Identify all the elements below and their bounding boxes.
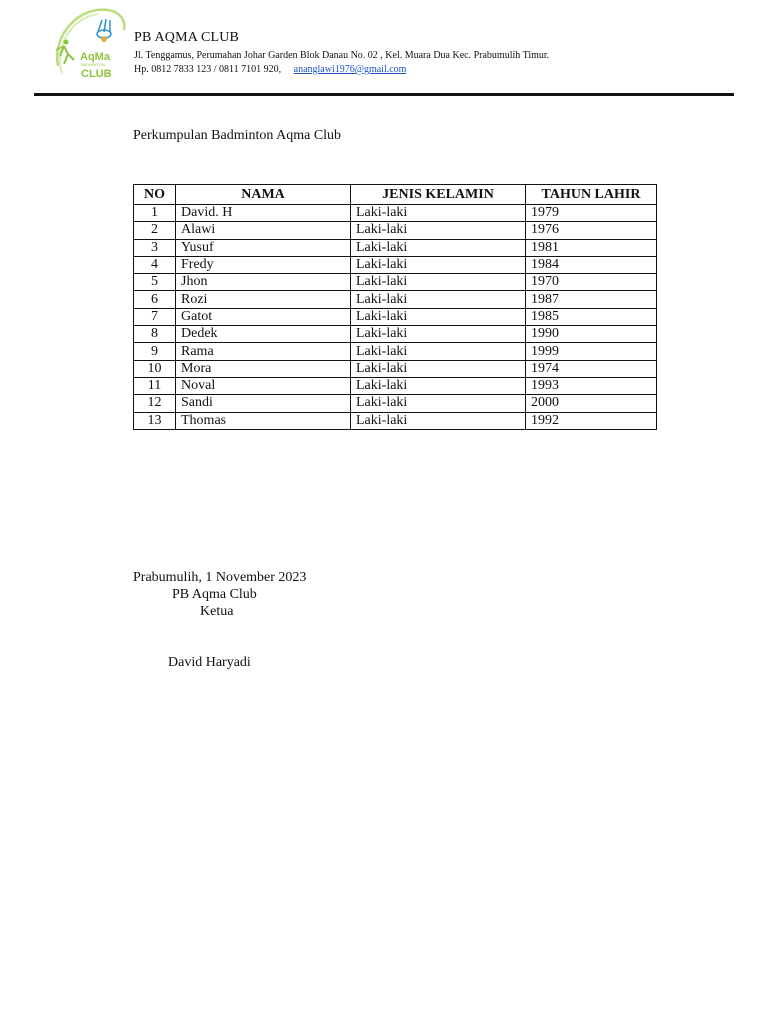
table-row bbox=[134, 291, 657, 308]
cell-no: 9 bbox=[134, 343, 176, 360]
members-table bbox=[133, 184, 657, 430]
cell-birth-year: 1984 bbox=[526, 256, 657, 273]
cell-name: Jhon bbox=[176, 274, 351, 291]
cell-no: 8 bbox=[134, 326, 176, 343]
cell-birth-year: 1990 bbox=[526, 326, 657, 343]
signature-place-date: Prabumulih, 1 November 2023 bbox=[133, 570, 307, 585]
cell-name: Sandi bbox=[176, 395, 351, 412]
cell-no: 13 bbox=[134, 412, 176, 429]
cell-birth-year: 1999 bbox=[526, 343, 657, 360]
cell-name: Gatot bbox=[176, 308, 351, 325]
intro-text: Perkumpulan Badminton Aqma Club bbox=[133, 128, 342, 143]
cell-name: Fredy bbox=[176, 256, 351, 273]
table-row bbox=[134, 412, 657, 429]
cell-name: David. H bbox=[176, 205, 351, 222]
header-name: NAMA bbox=[176, 185, 351, 205]
cell-gender: Laki-laki bbox=[351, 308, 526, 325]
header-no: NO bbox=[134, 185, 176, 205]
cell-no: 5 bbox=[134, 274, 176, 291]
cell-no: 3 bbox=[134, 239, 176, 256]
cell-name: Rama bbox=[176, 343, 351, 360]
cell-name: Dedek bbox=[176, 326, 351, 343]
cell-birth-year: 1993 bbox=[526, 377, 657, 394]
club-logo bbox=[50, 4, 128, 84]
org-phone: Hp. 0812 7833 123 / 0811 7101 920, bbox=[134, 64, 282, 75]
cell-gender: Laki-laki bbox=[351, 256, 526, 273]
org-address: Jl. Tenggamus, Perumahan Johar Garden Blok Danau No. 02 , Kel. Muara Dua Kec. Prabumulih Timur. bbox=[134, 50, 550, 61]
cell-no: 1 bbox=[134, 205, 176, 222]
cell-no: 12 bbox=[134, 395, 176, 412]
cell-gender: Laki-laki bbox=[351, 205, 526, 222]
cell-gender: Laki-laki bbox=[351, 222, 526, 239]
header-birth-year: TAHUN LAHIR bbox=[526, 185, 657, 205]
cell-name: Yusuf bbox=[176, 239, 351, 256]
cell-birth-year: 1976 bbox=[526, 222, 657, 239]
cell-gender: Laki-laki bbox=[351, 395, 526, 412]
table-row bbox=[134, 239, 657, 256]
org-name: PB AQMA CLUB bbox=[134, 30, 240, 45]
cell-no: 6 bbox=[134, 291, 176, 308]
cell-birth-year: 1974 bbox=[526, 360, 657, 377]
signature-org: PB Aqma Club bbox=[172, 587, 257, 602]
signature-role: Ketua bbox=[200, 604, 234, 619]
org-email-link[interactable]: ananglawi1976@gmail.com bbox=[293, 64, 407, 75]
cell-no: 11 bbox=[134, 377, 176, 394]
cell-gender: Laki-laki bbox=[351, 412, 526, 429]
table-row bbox=[134, 205, 657, 222]
signature-name: David Haryadi bbox=[168, 655, 251, 670]
table-row bbox=[134, 274, 657, 291]
cell-name: Rozi bbox=[176, 291, 351, 308]
cell-birth-year: 2000 bbox=[526, 395, 657, 412]
cell-birth-year: 1985 bbox=[526, 308, 657, 325]
cell-birth-year: 1979 bbox=[526, 205, 657, 222]
cell-no: 2 bbox=[134, 222, 176, 239]
cell-no: 10 bbox=[134, 360, 176, 377]
table-row bbox=[134, 360, 657, 377]
table-row bbox=[134, 377, 657, 394]
cell-birth-year: 1981 bbox=[526, 239, 657, 256]
cell-no: 7 bbox=[134, 308, 176, 325]
badminton-player-shuttlecock-logo-icon bbox=[50, 4, 128, 84]
logo-word-club: CLUB bbox=[81, 68, 112, 80]
cell-birth-year: 1992 bbox=[526, 412, 657, 429]
table-row bbox=[134, 256, 657, 273]
cell-gender: Laki-laki bbox=[351, 274, 526, 291]
org-contact bbox=[134, 64, 406, 75]
logo-word-aqma: AqMa bbox=[80, 51, 110, 63]
cell-birth-year: 1987 bbox=[526, 291, 657, 308]
table-row bbox=[134, 326, 657, 343]
cell-gender: Laki-laki bbox=[351, 326, 526, 343]
cell-no: 4 bbox=[134, 256, 176, 273]
cell-gender: Laki-laki bbox=[351, 360, 526, 377]
cell-gender: Laki-laki bbox=[351, 291, 526, 308]
cell-name: Noval bbox=[176, 377, 351, 394]
cell-name: Alawi bbox=[176, 222, 351, 239]
table-row bbox=[134, 308, 657, 325]
header-gender: JENIS KELAMIN bbox=[351, 185, 526, 205]
cell-name: Mora bbox=[176, 360, 351, 377]
cell-gender: Laki-laki bbox=[351, 239, 526, 256]
table-header-row bbox=[134, 185, 657, 205]
cell-gender: Laki-laki bbox=[351, 377, 526, 394]
table-row bbox=[134, 222, 657, 239]
header-divider bbox=[34, 93, 734, 96]
table-row bbox=[134, 395, 657, 412]
table-row bbox=[134, 343, 657, 360]
cell-name: Thomas bbox=[176, 412, 351, 429]
logo-word-badminton: BADMINTON bbox=[81, 62, 105, 67]
cell-birth-year: 1970 bbox=[526, 274, 657, 291]
cell-gender: Laki-laki bbox=[351, 343, 526, 360]
